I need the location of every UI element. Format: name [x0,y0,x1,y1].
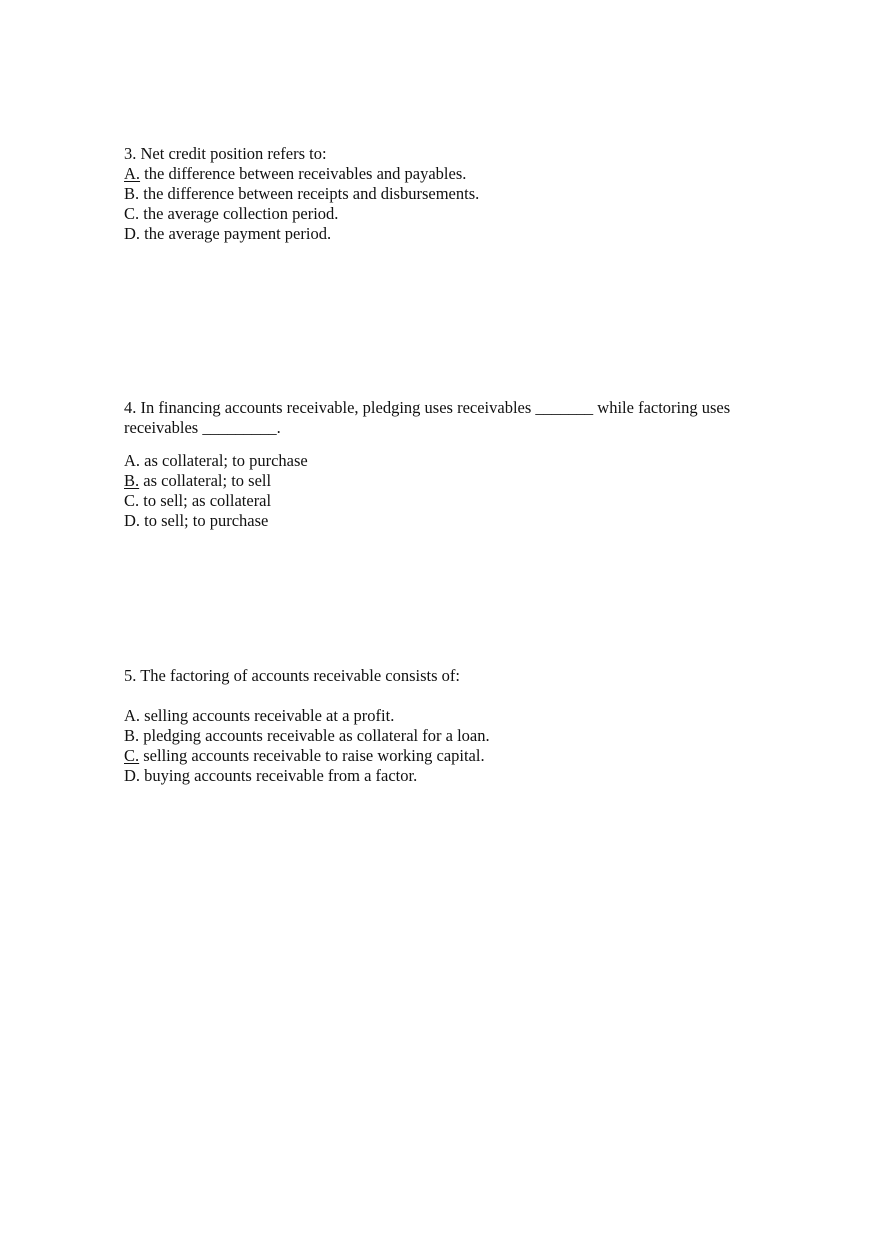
answer-options [124,706,784,786]
option-letter: A. [124,706,141,725]
option-text: as collateral; to sell [139,471,272,490]
option-text: to sell; as collateral [139,491,272,510]
option-letter: D. [124,766,141,785]
option-text: to sell; to purchase [140,511,269,530]
question-5 [124,666,784,786]
option-text: the average collection period. [139,204,339,223]
option-text: the average payment period. [140,224,332,243]
option-letter: A. [124,451,141,470]
option-text: the difference between receivables and payables. [140,164,467,183]
answer-option-c [124,204,784,224]
option-letter: A. [124,164,141,183]
option-text: selling accounts receivable to raise working capital. [139,746,485,765]
option-letter: D. [124,224,141,243]
question-stem: 4. In financing accounts receivable, pledging uses receivables _______ while factoring uses receivables _________. [124,398,731,437]
question-stem: 3. Net credit position refers to: [124,144,327,163]
answer-options [124,451,784,531]
answer-option-c [124,491,784,511]
option-text: selling accounts receivable at a profit. [140,706,395,725]
answer-option-a [124,164,784,184]
answer-option-b [124,726,784,746]
option-letter: C. [124,491,140,510]
answer-option-d [124,511,784,531]
option-letter: B. [124,184,140,203]
option-letter: B. [124,726,140,745]
answer-option-a [124,706,784,726]
answer-options [124,164,784,244]
answer-option-c [124,746,784,766]
option-text: buying accounts receivable from a factor. [140,766,418,785]
answer-option-a [124,451,784,471]
option-text: as collateral; to purchase [140,451,308,470]
answer-option-d [124,766,784,786]
question-4 [124,398,784,531]
answer-option-b [124,471,784,491]
option-text: pledging accounts receivable as collateral for a loan. [139,726,490,745]
question-3 [124,144,784,244]
question-stem: 5. The factoring of accounts receivable consists of: [124,666,460,685]
option-letter: D. [124,511,141,530]
option-text: the difference between receipts and disbursements. [139,184,480,203]
option-letter: C. [124,204,140,223]
answer-option-d [124,224,784,244]
option-letter: C. [124,746,140,765]
option-letter: B. [124,471,140,490]
answer-option-b [124,184,784,204]
